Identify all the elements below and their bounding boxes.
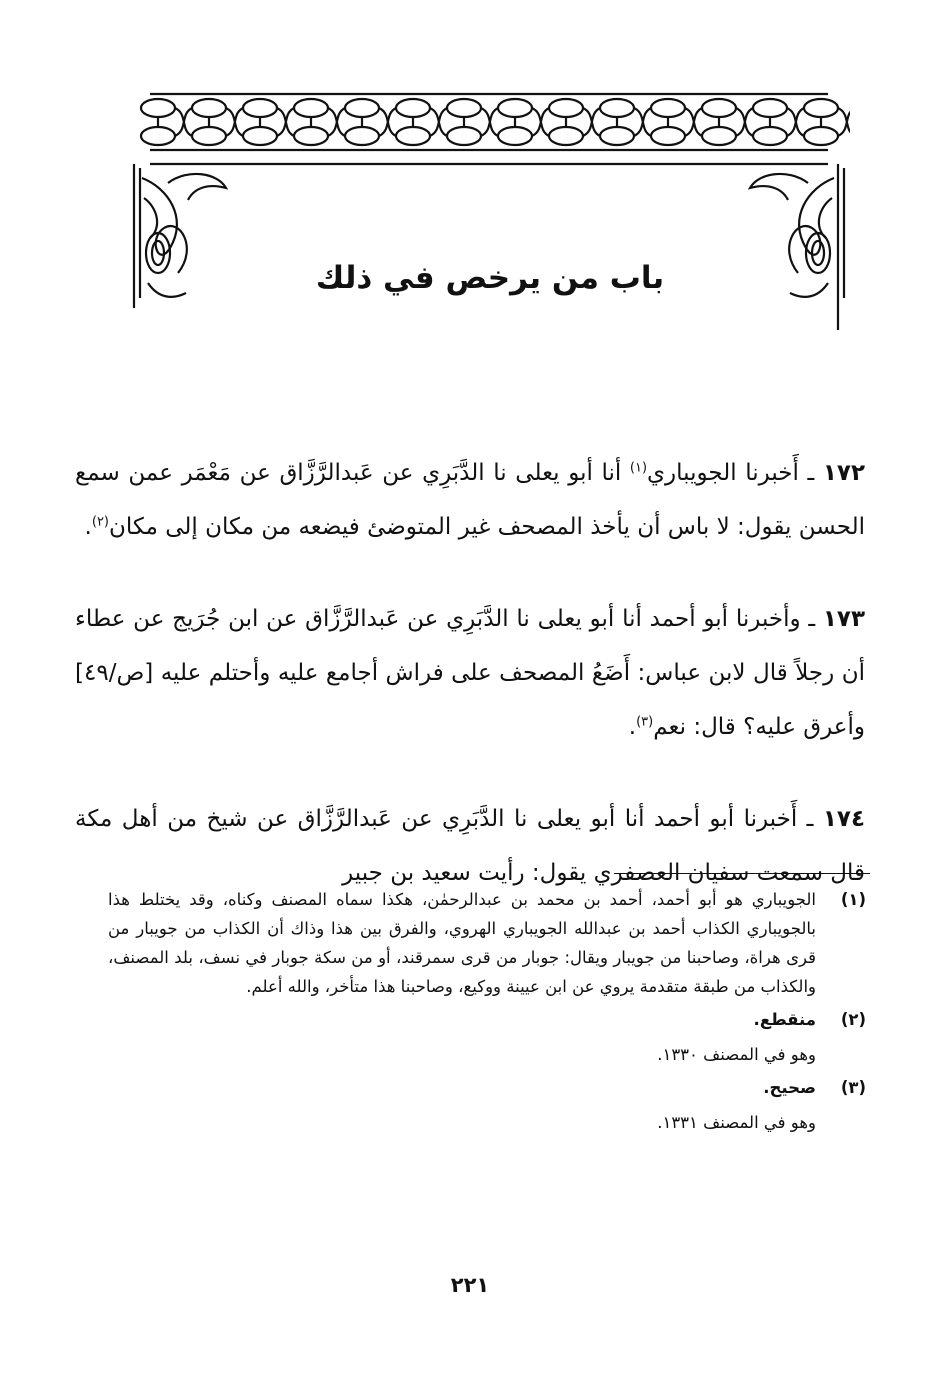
hadith-punct: . — [84, 514, 92, 540]
decorative-header-frame — [128, 88, 850, 333]
footnote-2 — [108, 1005, 866, 1069]
footnote-ref: (٢) — [91, 514, 109, 530]
footnote-1 — [108, 885, 866, 1001]
hadith-text: ـ أَخبرنا الجويباري — [647, 460, 823, 486]
footnotes — [108, 885, 866, 1141]
footnote-marker: (٢) — [840, 1010, 866, 1029]
hadith-173 — [75, 592, 865, 754]
hadith-text: ـ أَخبرنا أبو أحمد أنا أبو يعلى نا الدَّبَرِي عن عَبدالرَّزَّاق عن شيخ من أهل مكة قال سمعت سفيان العصفري يقول: رأيت سعيد بن جبير — [75, 806, 865, 886]
footnote-3 — [108, 1073, 866, 1137]
footnote-marker: (١) — [840, 890, 866, 909]
footnote-ref: (١) — [629, 460, 648, 476]
footnote-separator — [614, 873, 870, 874]
footnote-text: الجويباري هو أبو أحمد، أحمد بن محمد بن عبدالرحمٰن، هكذا سماه المصنف وكناه، وقد يختلط هذا بالجويباري الكذاب أحمد بن عبدالله الجويباري الهروي، والفرق بين هذا وذاك أن الكذاب من جويبار من قرى هراة، وصاحبنا من جويبار ويقال: جوبار من قرى سمرقند، أو من سكة جوبار في نسف، بلد المصنف، والكذاب من طبقة متقدمة يروي عن ابن عيينة ووكيع، وصاحبنا هذا متأخر، والله أعلم. — [108, 890, 816, 996]
chapter-title: باب من يرخص في ذلك — [315, 260, 665, 296]
footnote-grade: منقطع. — [753, 1010, 816, 1029]
hadith-number: ١٧٣ — [822, 606, 865, 632]
hadith-number: ١٧٢ — [822, 460, 865, 486]
hadith-body — [75, 446, 865, 938]
footnote-marker: (٣) — [840, 1078, 866, 1097]
hadith-punct: . — [628, 714, 637, 740]
page-number: ٢٢١ — [450, 1273, 490, 1297]
hadith-number: ١٧٤ — [822, 806, 865, 832]
footnote-ref: (٣) — [636, 714, 654, 730]
hadith-174 — [75, 792, 865, 900]
footnote-source: وهو في المصنف ١٣٣١. — [657, 1113, 816, 1132]
footnote-source: وهو في المصنف ١٣٣٠. — [657, 1045, 816, 1064]
hadith-172 — [75, 446, 865, 554]
hadith-text: أنا أبو يعلى نا الدَّبَرِي عن عَبدالرَّزَّاق عن مَعْمَر عمن سمع الحسن يقول: لا باس أن يأخذ المصحف غير المتوضئ فيضعه من مكان إلى مكان — [75, 460, 865, 540]
footnote-grade: صحيح. — [763, 1078, 816, 1097]
hadith-text: ـ وأخبرنا أبو أحمد أنا أبو يعلى نا الدَّبَرِي عن عَبدالرَّزَّاق عن ابن جُرَيج عن عطاء أن رجلاً قال لابن عباس: أَضَعُ المصحف على فراش أجامع عليه وأحتلم عليه [ص/٤٩] وأعرق عليه؟ قال: نعم — [75, 606, 865, 740]
